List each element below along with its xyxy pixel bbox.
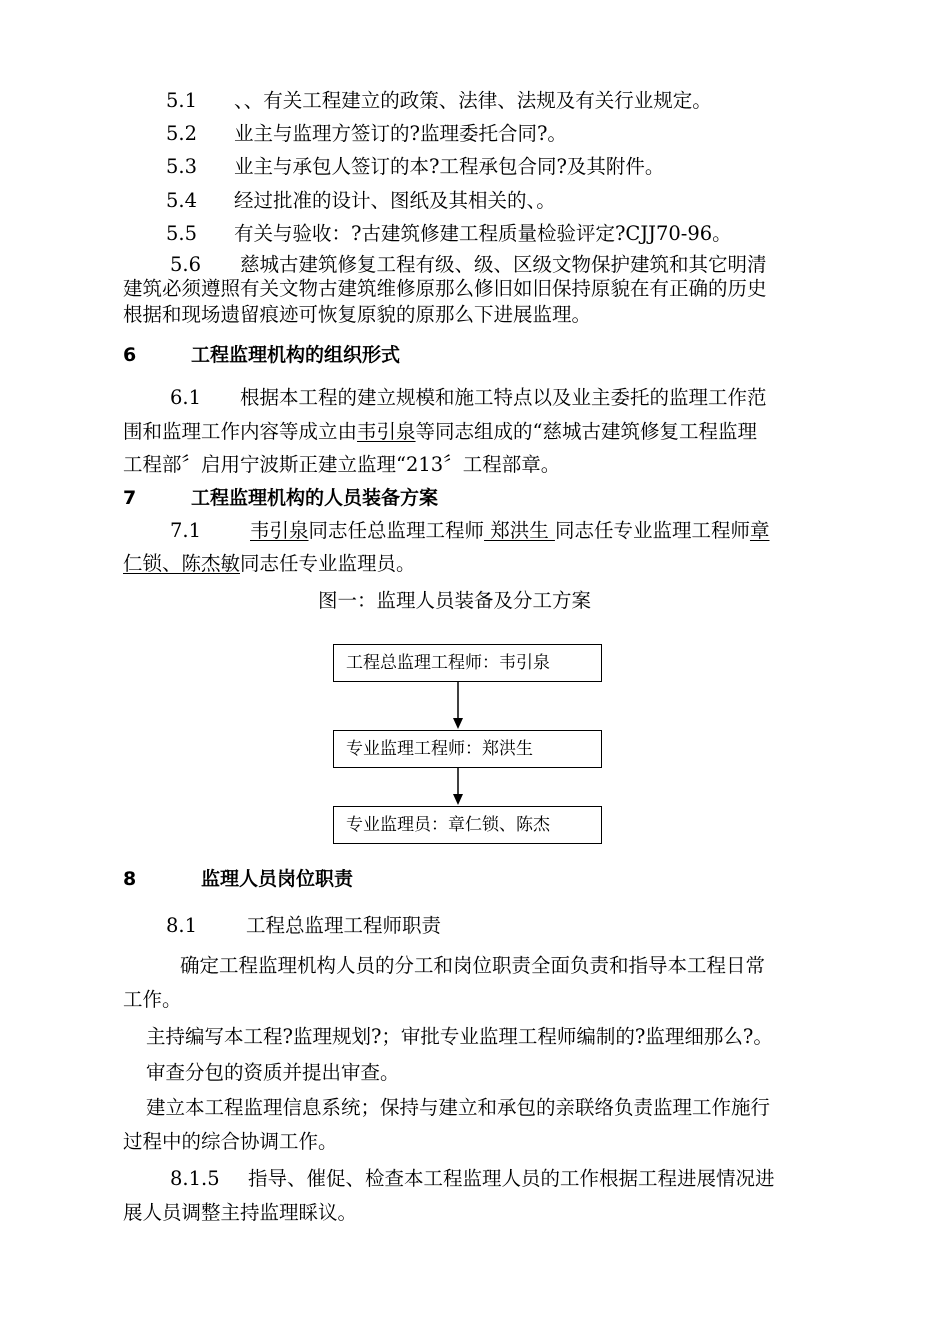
section-number: 7 — [123, 487, 137, 509]
item-text: 、、有关工程建立的政策、法律、法规及有关行业规定。 — [234, 89, 712, 112]
paragraph-text: 等同志组成的“慈城古建筑修复工程监理 — [415, 420, 758, 443]
paragraph-line: 工作。 — [123, 988, 182, 1011]
paragraph-line: 确定工程监理机构人员的分工和岗位职责全面负责和指导本工程日常 — [180, 954, 766, 977]
item-number: 8.1 — [166, 914, 198, 937]
item-text: 业主与监理方签订的?监理委托合同?。 — [234, 122, 567, 145]
person-name: 韦引泉 — [357, 420, 416, 443]
item-number: 7.1 — [170, 519, 202, 542]
section-number: 6 — [123, 344, 137, 366]
paragraph-line: 建立本工程监理信息系统；保持与建立和承包的亲联络负责监理工作施行 — [146, 1096, 771, 1119]
item-number: 5.4 — [166, 189, 198, 212]
paragraph-text: 同志任专业监理员。 — [240, 552, 416, 575]
paragraph-line: 根据和现场遗留痕迹可恢复原貌的原那么下进展监理。 — [123, 303, 592, 326]
section-title: 工程监理机构的人员装备方案 — [191, 487, 439, 509]
person-name: 郑洪生 — [484, 519, 555, 542]
paragraph-line: 过程中的综合协调工作。 — [123, 1130, 338, 1153]
subsection-heading — [166, 913, 441, 939]
paragraph-text: 慈城古建筑修复工程有级、级、区级文物保护建筑和其它明清 — [240, 253, 767, 276]
item-text: 业主与承包人签订的本?工程承包合同?及其附件。 — [234, 155, 665, 178]
item-number: 8.1.5 — [170, 1167, 220, 1190]
arrow-down-icon — [453, 768, 463, 805]
item-number: 5.1 — [166, 89, 198, 112]
person-name: 仁锁、陈杰敏 — [123, 552, 241, 575]
paragraph-text: 根据本工程的建立规模和施工特点以及业主委托的监理工作范 — [240, 386, 767, 409]
org-box-chief: 工程总监理工程师：韦引泉 — [333, 644, 602, 682]
paragraph-text: 围和监理工作内容等成立由 — [123, 420, 358, 443]
section-number: 8 — [123, 868, 137, 890]
paragraph-line: 审查分包的资质并提出审查。 — [146, 1061, 400, 1084]
figure-caption: 图一：监理人员装备及分工方案 — [318, 589, 592, 612]
paragraph-text: 同志任专业监理工程师 — [554, 519, 750, 542]
person-name: 韦引泉 — [250, 519, 309, 542]
item-number: 5.6 — [170, 253, 202, 276]
paragraph-line — [170, 1166, 775, 1192]
subsection-title: 工程总监理工程师职责 — [246, 914, 442, 937]
person-name: 章 — [749, 519, 770, 542]
org-box-engineer: 专业监理工程师：郑洪生 — [333, 730, 602, 768]
paragraph-line: 展人员调整主持监理睬议。 — [123, 1201, 358, 1224]
paragraph-line: 建筑必须遵照有关文物古建筑维修原那么修旧如旧保持原貌在有正确的历史 — [123, 277, 767, 300]
org-box-supervisor: 专业监理员：章仁锁、陈杰 — [333, 806, 602, 844]
paragraph-line: 工程部〞启用宁波斯正建立监理“213〞工程部章。 — [123, 453, 561, 476]
section-heading — [123, 866, 353, 892]
item-text: 有关与验收：?古建筑修建工程质量检验评定?CJJ70-96。 — [234, 222, 732, 245]
item-number: 5.3 — [166, 155, 198, 178]
section-title: 工程监理机构的组织形式 — [191, 344, 401, 366]
item-text: 经过批准的设计、图纸及其相关的、。 — [234, 189, 556, 212]
item-number: 5.2 — [166, 122, 198, 145]
section-title: 监理人员岗位职责 — [201, 868, 354, 890]
item-number: 5.5 — [166, 222, 198, 245]
paragraph-text: 同志任总监理工程师 — [308, 519, 485, 542]
item-number: 6.1 — [170, 386, 202, 409]
paragraph-text: 指导、催促、检查本工程监理人员的工作根据工程进展情况进 — [248, 1167, 775, 1190]
arrow-down-icon — [453, 682, 463, 729]
paragraph-line: 主持编写本工程?监理规划?；审批专业监理工程师编制的?监理细那么?。 — [146, 1025, 773, 1048]
